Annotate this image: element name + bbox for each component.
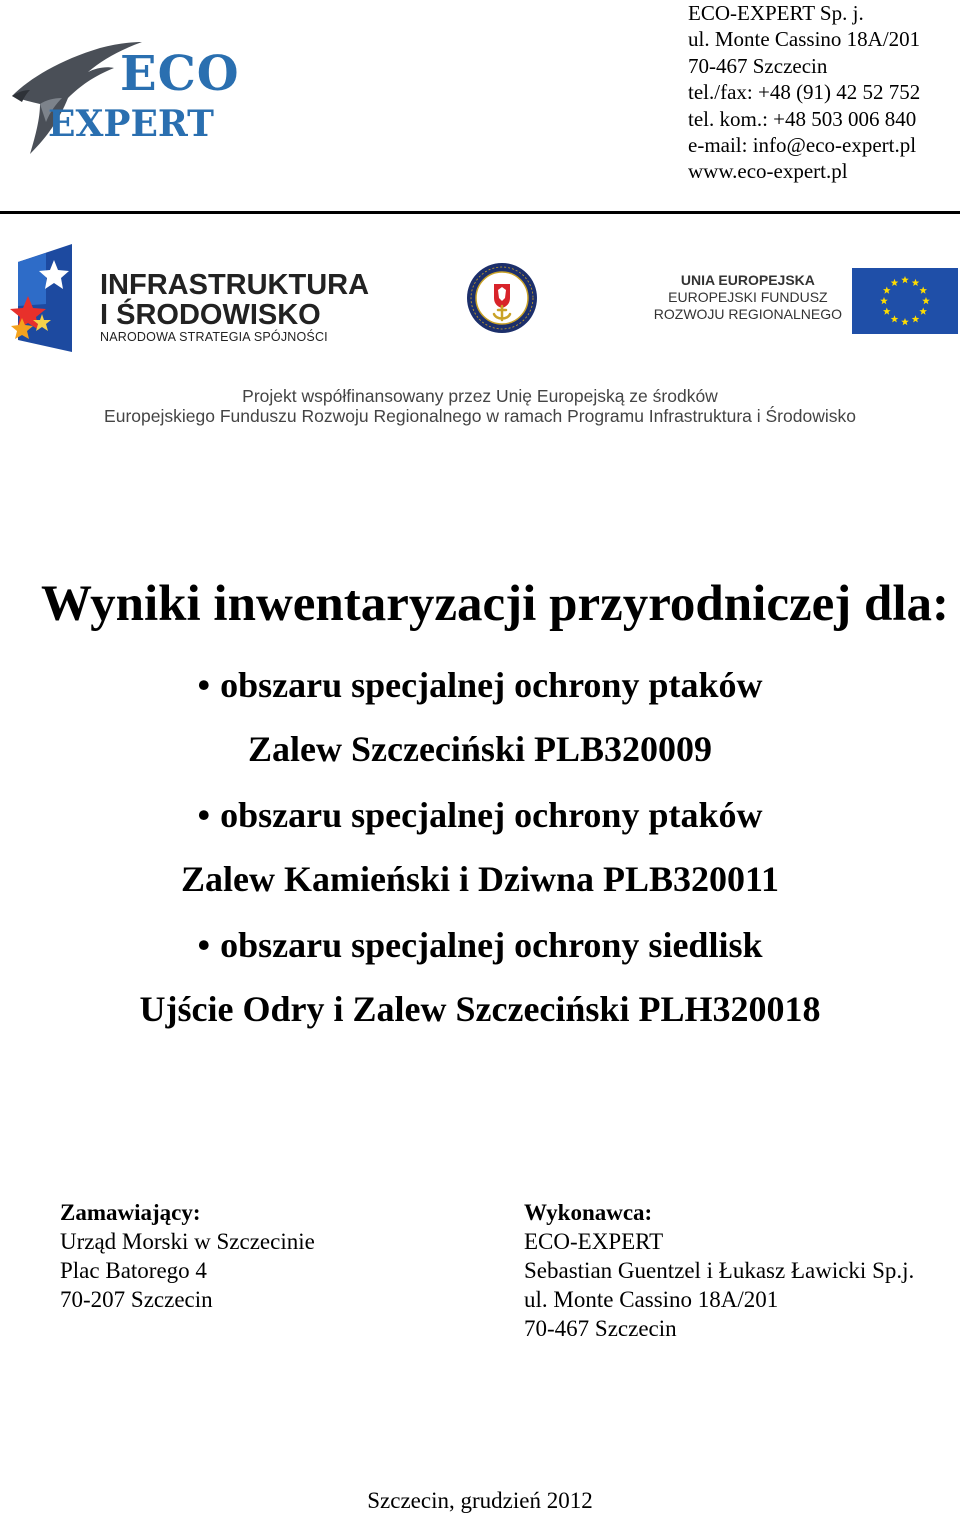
area-2-type	[0, 793, 960, 837]
client-block	[60, 1198, 315, 1314]
client-heading: Zamawiający:	[60, 1200, 201, 1225]
contractor-street: ul. Monte Cassino 18A/201	[524, 1287, 779, 1312]
company-city: 70-467 Szczecin	[688, 53, 828, 78]
document-title: Wyniki inwentaryzacji przyrodniczej dla:	[41, 576, 949, 632]
cofinancing-statement	[0, 386, 960, 426]
company-name: ECO-EXPERT Sp. j.	[688, 1, 864, 25]
area-type-text: obszaru specjalnej ochrony siedlisk	[220, 925, 763, 965]
area-2-name: Zalew Kamieński i Dziwna PLB320011	[180, 859, 780, 899]
company-street: ul. Monte Cassino 18A/201	[688, 27, 921, 52]
company-email: e-mail: info@eco-expert.pl	[688, 132, 917, 157]
area-type-text: obszaru specjalnej ochrony ptaków	[220, 795, 763, 835]
cofinancing-line1: Projekt współfinansowany przez Unię Europejską ze środków	[242, 386, 718, 406]
area-1-type	[0, 663, 960, 707]
eu-logo-text	[654, 272, 842, 323]
company-phone-fax: tel./fax: +48 (91) 42 52 752	[688, 80, 921, 105]
is-logo-line2: I ŚRODOWISKO	[100, 299, 321, 331]
bullet: •	[197, 665, 211, 705]
eu-logo-line3: ROZWOJU REGIONALNEGO	[653, 306, 842, 322]
contractor-owners: Sebastian Guentzel i Łukasz Ławicki Sp.j.	[524, 1258, 915, 1283]
company-website: www.eco-expert.pl	[688, 159, 848, 184]
logo-expert-text: EXPERT	[48, 103, 214, 145]
infrastruktura-srodowisko-logo	[8, 244, 370, 354]
eu-logo-line1: UNIA EUROPEJSKA	[680, 272, 815, 288]
bullet: •	[197, 925, 211, 965]
contractor-block	[524, 1198, 914, 1343]
area-3-name: Ujście Odry i Zalew Szczeciński PLH320018	[139, 989, 821, 1029]
is-logo-line1: INFRASTRUKTURA	[100, 269, 370, 301]
cohesion-flag-icon	[8, 244, 78, 352]
area-1-name: Zalew Szczeciński PLB320009	[248, 729, 712, 769]
eco-expert-logo	[10, 38, 238, 158]
area-type-text: obszaru specjalnej ochrony ptaków	[220, 665, 763, 705]
company-contact-block	[688, 0, 920, 185]
contractor-heading: Wykonawca:	[524, 1200, 653, 1225]
client-name: Urząd Morski w Szczecinie	[60, 1229, 315, 1254]
company-mobile: tel. kom.: +48 503 006 840	[688, 106, 917, 131]
logo-eco-text: ECO	[120, 46, 240, 102]
contractor-name: ECO-EXPERT	[524, 1229, 664, 1254]
european-union-logo	[653, 268, 960, 334]
place-and-date: Szczecin, grudzień 2012	[367, 1488, 593, 1513]
eu-logo-line2: EUROPEJSKI FUNDUSZ	[668, 289, 828, 305]
client-street: Plac Batorego 4	[60, 1258, 207, 1283]
client-city: 70-207 Szczecin	[60, 1287, 213, 1312]
header-divider	[0, 211, 960, 214]
contractor-city: 70-467 Szczecin	[524, 1316, 677, 1341]
is-logo-line3: NARODOWA STRATEGIA SPÓJNOŚCI	[100, 330, 328, 344]
maritime-office-seal	[466, 262, 538, 334]
bullet: •	[197, 795, 211, 835]
anchor-eagle-seal-icon	[466, 262, 538, 334]
area-3-type	[0, 923, 960, 967]
cofinancing-line2: Europejskiego Funduszu Rozwoju Regionalnego w ramach Programu Infrastruktura i Środowisko	[104, 406, 856, 426]
eu-flag-icon	[852, 268, 958, 334]
